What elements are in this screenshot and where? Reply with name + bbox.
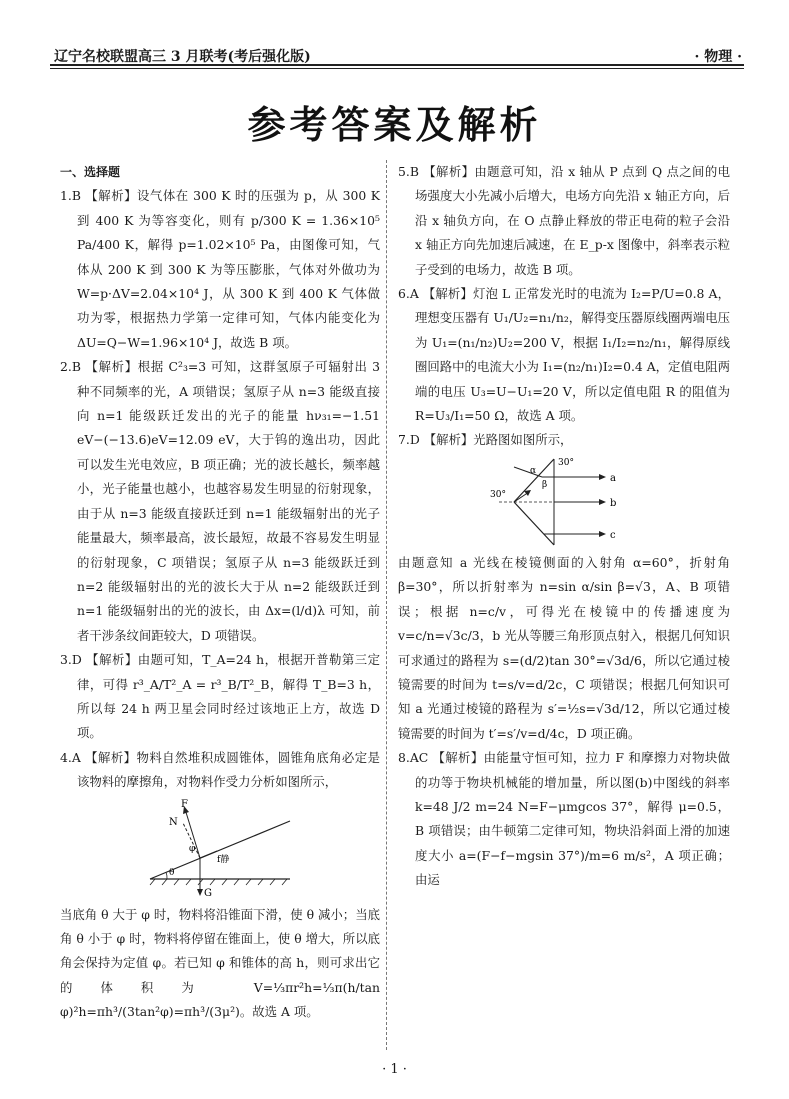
answer-q8: 8.AC 【解析】由能量守恒可知，拉力 F 和摩擦力对物块做的功等于物块机械能的增加量，所以图(b)中图线的斜率 k=48 J/2 m=24 N=F−μmgcos 37°，解得 μ=0.5，B 项错误；由牛顿第二定律可知，物块沿斜面上滑的加速度大小 a=(F−f−mgsin 37°)/m=6 m/s²，A 项正确；由运 <box>398 750 730 888</box>
label-alpha: α <box>530 465 537 476</box>
answer-q1: 1.B 【解析】设气体在 300 K 时的压强为 p，从 300 K 到 400 K 为等容变化，则有 p/300 K = 1.36×10⁵ Pa/400 K，解得 p=1.02×10⁵ Pa，由图像可知，气体从 200 K 到 300 K 为等压膨胀，气体对外做功为 W=p·ΔV=2.04×10⁴ J，从 300 K 到 400 K 气体做功为零，根据热力学第一定律可知，气体内能变化为 ΔU=Q−W=1.96×10⁴ J，故选 B 项。 <box>60 188 380 350</box>
prism-light-path-diagram <box>484 457 644 547</box>
label-angle-theta: θ <box>169 867 175 878</box>
force-diagram <box>145 799 295 899</box>
answer-q4-intro: 4.A 【解析】物料自然堆积成圆锥体，圆锥角底角必定是该物料的摩擦角，对物料作受力分析如图所示， <box>60 749 380 790</box>
label-force-F: F <box>181 798 188 810</box>
header-subject: · 物理 · <box>694 49 742 65</box>
page-title: 参考答案及解析 <box>247 103 542 147</box>
label-ray-a: a <box>610 472 616 484</box>
label-angle-phi: φ <box>189 843 196 854</box>
header-exam-name: 辽宁名校联盟高三 3 月联考(考后强化版) <box>54 49 311 65</box>
label-ray-c: c <box>610 529 616 541</box>
label-apex-angle: 30° <box>558 457 574 468</box>
column-divider <box>386 160 387 1050</box>
page-header <box>50 40 744 66</box>
label-ray-b: b <box>610 497 617 509</box>
label-force-f: f静 <box>217 854 230 865</box>
answer-q7-intro: 7.D 【解析】光路图如图所示， <box>398 432 573 448</box>
answer-q5: 5.B 【解析】由题意可知，沿 x 轴从 P 点到 Q 点之间的电场强度大小先减小后增大，电场方向先沿 x 轴正方向，后沿 x 轴负方向，在 O 点静止释放的带正电荷的粒子会沿 x 轴正方向先加速后减速，在 E_p-x 图像中，斜率表示粒子受到的电场力，故选 B 项。 <box>398 164 730 277</box>
label-force-N: N <box>169 816 178 828</box>
answer-q7-body: 由题意知 a 光线在棱镜侧面的入射角 α=60°，折射角 β=30°，所以折射率为 n=sin α/sin β=√3，A、B 项错误；根据 n=c/v，可得光在棱镜中的传播速度为 v=c/n=√3c/3，b 光从等腰三角形顶点射入，根据几何知识可求通过的路程为 s=(d/2)tan 30°=√3d/6，所以它通过棱镜需要的时间为 t=s/v=d/2c，C 项错误；根据几何知识可知 a 光通过棱镜的路程为 s′=½s=√3d/12，所以它通过棱镜需要的时间为 t′=s′/v=d/4c，D 项正确。 <box>398 554 730 741</box>
answer-q4-body: 当底角 θ 大于 φ 时，物料将沿锥面下滑，使 θ 减小；当底角 θ 小于 φ 时，物料将停留在锥面上，使 θ 增大，所以底角会保持为定值 φ。若已知 φ 和锥体的高 h，则可求出它的体积为 V=⅓πr²h=⅓π(h/tan φ)²h=πh³/(3tan²φ)=πh³/(3μ²)。故选 A 项。 <box>60 906 380 1020</box>
section-heading: 一、选择题 <box>60 165 121 179</box>
right-column <box>398 160 730 893</box>
page-number: · 1 · <box>382 1062 407 1077</box>
left-column <box>60 160 380 1025</box>
header-rule <box>50 68 744 69</box>
label-force-G: G <box>204 887 212 899</box>
answer-q3: 3.D 【解析】由题可知，T_A=24 h，根据开普勒第三定律，可得 r³_A/T²_A = r³_B/T²_B，解得 T_B=3 h，所以每 24 h 两卫星会同时经过该地正上方，故选 D 项。 <box>60 652 380 741</box>
answer-q2: 2.B 【解析】根据 C²₃=3 可知，这群氢原子可辐射出 3 种不同频率的光，A 项错误；氢原子从 n=3 能级直接向 n=1 能级跃迁发出的光子的能量 hν₃₁=−1.51 eV−(−13.6)eV=12.09 eV，大于钨的逸出功，因此可以发生光电效应，B 项正确；光的波长越长，频率越小，光子能量也越小，也越容易发生明显的衍射现象，由于从 n=3 能级直接跃迁到 n=1 能级辐射出的光子能量最大，频率最高，波长最短，故最不容易发生明显的衍射现象，C 项错误；氢原子从 n=3 能级跃迁到 n=2 能级辐射出的光的波长大于从 n=2 能级跃迁到 n=1 能级辐射出的光的波长，由 Δx=(l/d)λ 可知，前者干涉条纹间距较大，D 项错误。 <box>60 359 380 643</box>
answer-q6: 6.A 【解析】灯泡 L 正常发光时的电流为 I₂=P/U=0.8 A，理想变压器有 U₁/U₂=n₁/n₂，解得变压器原线圈两端电压为 U₁=(n₁/n₂)U₂=200 V，根据 I₁/I₂=n₂/n₁，解得原线圈回路中的电流大小为 I₁=(n₂/n₁)I₂=0.4 A，定值电阻两端的电压 U₃=U−U₁=20 V，所以定值电阻 R 的阻值为 R=U₃/I₁=50 Ω，故选 A 项。 <box>398 286 731 424</box>
label-beta: β <box>542 479 548 490</box>
label-incidence-angle: 30° <box>490 489 506 500</box>
